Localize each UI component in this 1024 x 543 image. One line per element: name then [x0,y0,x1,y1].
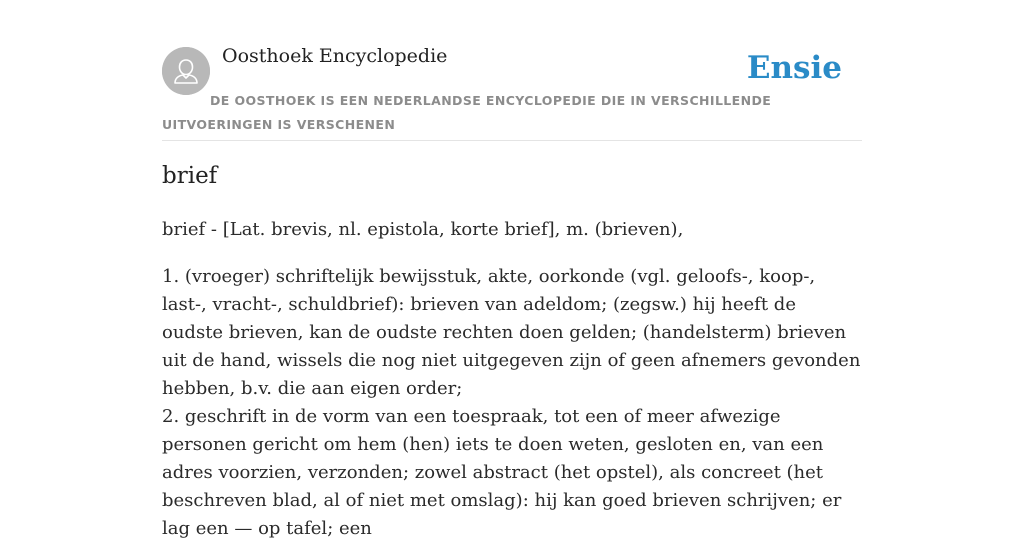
avatar-graphic [162,47,210,95]
headword-line: brief - [Lat. brevis, nl. epistola, korte brief], m. (brieven), [162,219,684,240]
definition-1: 1. (vroeger) schriftelijk bewijsstuk, akte, oorkonde (vgl. geloofs-, koop-, last-, vracht-, schuldbrief): brieven van adeldom; (zegsw.) hij heeft de oudste brieven, kan de oudste rechten doen gelden; (handelsterm) brieven uit de hand, wissels die nog niet uitgegeven zijn of geen afnemers gevonden hebben, b.v. die aan eigen order; [162,266,861,399]
ensie-logo-link[interactable]: Ensie [746,50,842,86]
article-title: brief [162,163,218,189]
site-name[interactable]: Oosthoek Encyclopedie [222,45,448,67]
site-header [162,0,862,141]
site-tagline: DE OOSTHOEK IS EEN NEDERLANDSE ENCYCLOPEDIE DIE IN VERSCHILLENDE UITVOERINGEN IS VERSCHENEN [162,93,772,132]
content-container [162,0,862,539]
user-silhouette-icon[interactable] [162,47,210,95]
definition-2: 2. geschrift in de vorm van een toespraak, tot een of meer afwezige personen gericht om hem (hen) iets te doen weten, gesloten en, van een adres voorzien, verzonden; zowel abstract (het opstel), als concreet (het beschreven blad, al of niet met omslag): hij kan goed brieven schrijven; er lag een — op tafel; een [162,406,842,539]
article-body [162,216,862,543]
